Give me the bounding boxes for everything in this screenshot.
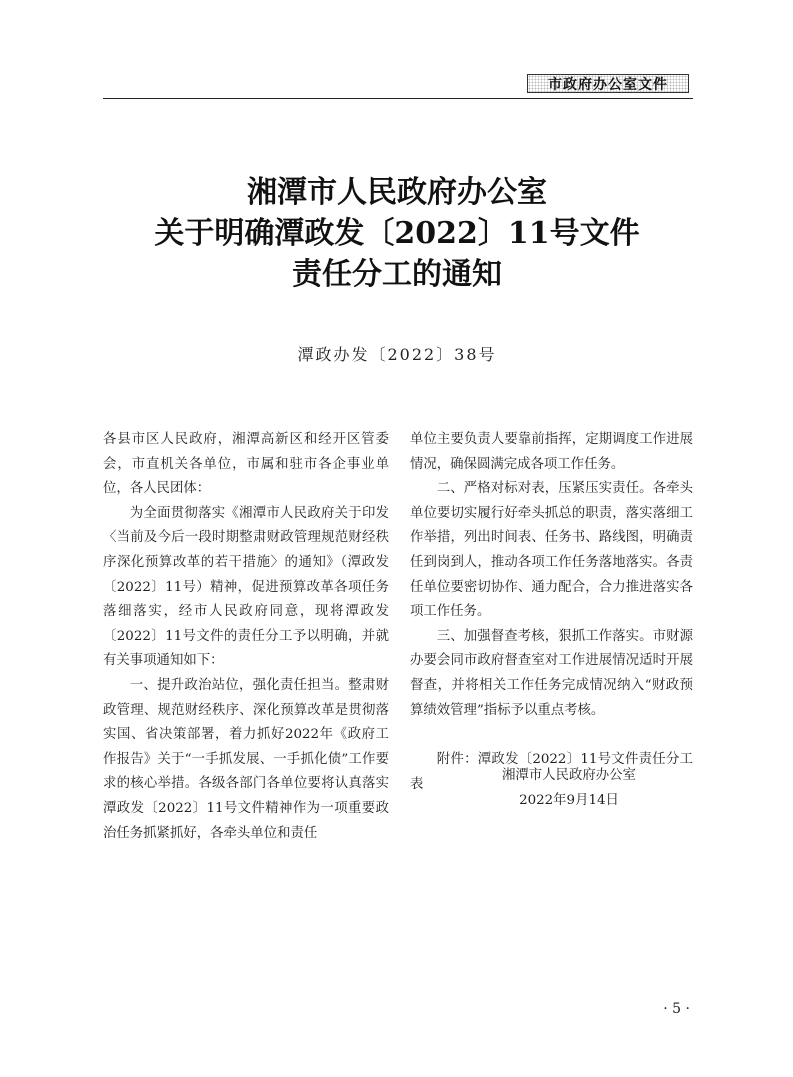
title-line-2: 关于明确潭政发〔2022〕11号文件 bbox=[154, 216, 640, 251]
page-number: · 5 · bbox=[663, 1001, 690, 1017]
title-line-1: 湘潭市人民政府办公室 bbox=[247, 175, 547, 210]
body-column-left bbox=[103, 428, 389, 846]
attachment-note: 附件：潭政发〔2022〕11号文件责任分工表 bbox=[410, 752, 693, 792]
item-1-paragraph: 一、提升政治站位，强化责任担当。整肃财政管理、规范财经秩序、深化预算改革是贯彻落实国、省决策部署，着力抓好2022年《政府工作报告》关于“一手抓发展、一手抓化债”工作要求的核心举措。各级各部门各单位要将认真落实潭政发〔2022〕11号文件精神作为一项重要政治任务抓紧抓好，各牵头单位和责任 bbox=[103, 677, 389, 841]
salutation: 各县市区人民政府，湘潭高新区和经开区管委会，市直机关各单位，市属和驻市各企事业单位，各人民团体： bbox=[103, 432, 389, 497]
signature-date: 2022年9月14日 bbox=[519, 793, 619, 808]
header-divider bbox=[103, 98, 693, 99]
document-title bbox=[100, 172, 694, 295]
document-number: 潭政办发〔2022〕38号 bbox=[297, 345, 497, 364]
item-2-paragraph: 二、严格对标对表，压紧压实责任。各牵头单位要切实履行好牵头抓总的职责，落实落细工作举措，列出时间表、任务书、路线图，明确责任到岗到人，推动各项工作任务落地落实。各责任单位要密切协作、通力配合，合力推进落实各项工作任务。 bbox=[410, 481, 693, 620]
body-column-right bbox=[410, 428, 693, 797]
title-line-3: 责任分工的通知 bbox=[292, 257, 502, 292]
section-header-label: 市政府办公室文件 bbox=[548, 76, 668, 93]
intro-paragraph: 为全面贯彻落实《湘潭市人民政府关于印发〈当前及今后一段时期整肃财政管理规范财经秩序深化预算改革的若干措施〉的通知》（潭政发〔2022〕11号）精神，促进预算改革各项任务落细落实，经市人民政府同意，现将潭政发〔2022〕11号文件的责任分工予以明确，并就有关事项通知如下： bbox=[103, 505, 389, 669]
item-3-paragraph: 三、加强督查考核，狠抓工作落实。市财源办要会同市政府督查室对工作进展情况适时开展督查，并将相关工作任务完成情况纳入“财政预算绩效管理”指标予以重点考核。 bbox=[410, 628, 693, 718]
signature-block bbox=[410, 763, 728, 813]
item-1-continued: 单位主要负责人要靠前指挥，定期调度工作进展情况，确保圆满完成各项工作任务。 bbox=[410, 432, 693, 472]
signature-organization: 湘潭市人民政府办公室 bbox=[502, 768, 636, 783]
section-header-label-box bbox=[527, 74, 689, 93]
